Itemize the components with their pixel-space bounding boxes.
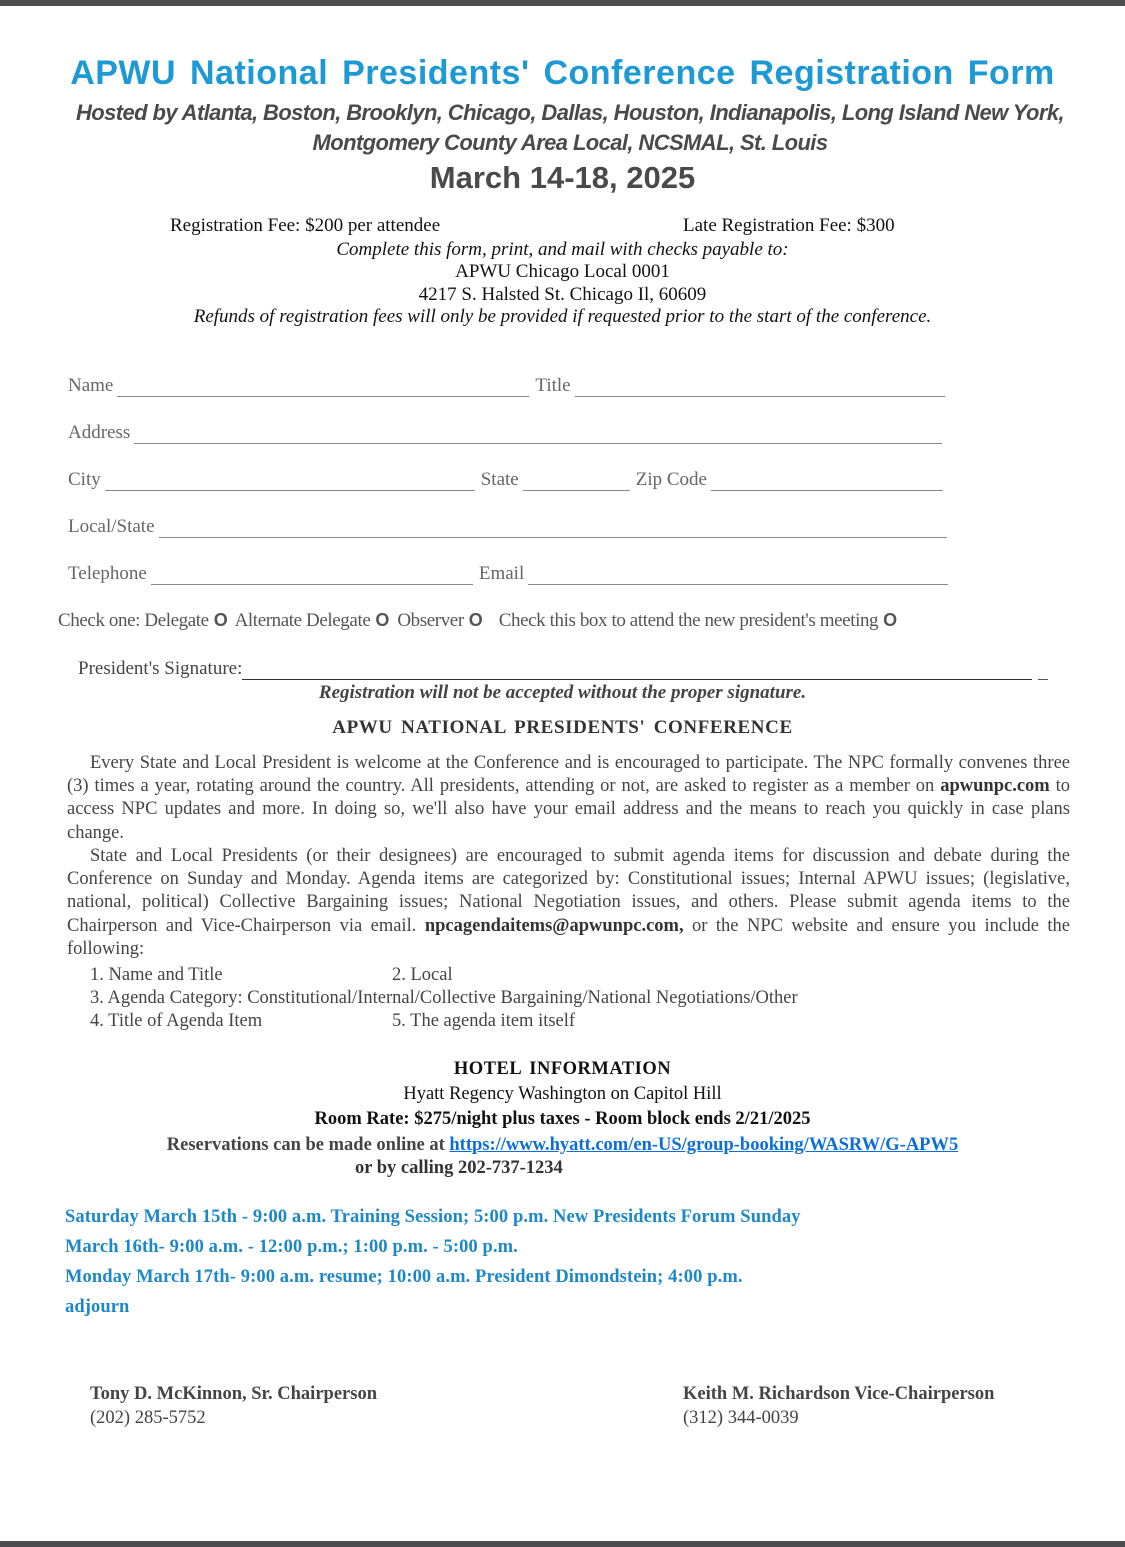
schedule-line: Monday March 17th- 9:00 a.m. resume; 10:00 a.m. President Dimondstein; 4:00 p.m. xyxy=(65,1267,743,1287)
para2-text-a: State and Local Presidents (or their designees) are encouraged to submit agenda items for discussion and debate during the Conference on Sunday and Monday. Agenda items are categorized by: Constitutional issues; Internal APWU issues; (legislative, national, political) Collective Bargaining issues; National Negotiation issues, and others. Please submit agenda items to the Chairperson and Vice-Chairperson via email. xyxy=(67,846,1070,936)
npc-paragraph-2 xyxy=(67,845,1070,961)
alternate-delegate-label: Alternate Delegate xyxy=(234,610,371,631)
name-field[interactable] xyxy=(117,380,529,397)
new-president-meeting-label: Check this box to attend the new president's meeting xyxy=(498,610,879,631)
telephone-email-row xyxy=(68,561,954,585)
signature-field[interactable] xyxy=(242,661,1032,680)
conference-dates: March 14-18, 2025 xyxy=(429,160,696,195)
city-label: City xyxy=(68,469,101,490)
email-label: Email xyxy=(478,563,525,584)
signature-note: Registration will not be accepted without the proper signature. xyxy=(318,682,807,703)
delegate-label: Delegate xyxy=(144,610,209,631)
state-field[interactable] xyxy=(523,474,630,491)
schedule-line: March 16th- 9:00 a.m. - 12:00 p.m.; 1:00 p.m. - 5:00 p.m. xyxy=(65,1237,518,1257)
title-label: Title xyxy=(535,375,571,396)
hotel-booking-link[interactable]: https://www.hyatt.com/en-US/group-booking/WASRW/G-APW5 xyxy=(449,1135,959,1155)
name-label: Name xyxy=(68,375,114,396)
address-field[interactable] xyxy=(134,427,942,444)
npc-paragraph-1 xyxy=(67,752,1070,845)
attendee-type-row xyxy=(58,610,901,632)
local-state-row xyxy=(68,514,953,538)
alternate-delegate-radio[interactable]: O xyxy=(375,610,389,630)
hotel-heading: HOTEL INFORMATION xyxy=(453,1059,672,1079)
signature-row xyxy=(78,658,1048,680)
hosted-by-subtitle: Hosted by Atlanta, Boston, Brooklyn, Chicago, Dallas, Houston, Indianapolis, Long Island New York, Montgomery County Area Local, NCSMAL, St. Louis xyxy=(76,100,1064,155)
telephone-label: Telephone xyxy=(68,563,147,584)
email-field[interactable] xyxy=(528,568,948,585)
agenda-list-item: 2. Local xyxy=(392,965,453,985)
city-field[interactable] xyxy=(105,474,475,491)
observer-radio[interactable]: O xyxy=(468,610,483,630)
signature-label: President's Signature: xyxy=(78,658,243,679)
npc-heading: APWU NATIONAL PRESIDENTS' CONFERENCE xyxy=(332,717,793,738)
name-title-row xyxy=(68,373,951,397)
payee-address: 4217 S. Halsted St. Chicago Il, 60609 xyxy=(418,284,707,305)
agenda-list-item: 4. Title of Agenda Item xyxy=(90,1011,263,1031)
reservations-line xyxy=(0,1132,1125,1158)
title-field[interactable] xyxy=(575,380,945,397)
schedule-line: Saturday March 15th - 9:00 a.m. Training Session; 5:00 p.m. New Presidents Forum Sunday xyxy=(65,1207,801,1227)
chairperson-phone: (202) 285-5752 xyxy=(90,1408,206,1428)
telephone-field[interactable] xyxy=(151,568,473,585)
address-label: Address xyxy=(68,422,131,443)
late-registration-fee: Late Registration Fee: $300 xyxy=(683,215,895,236)
para1-text-b: to access NPC updates and more. In doing so, we'll also have your email address and the means to reach you quickly in case plans change. xyxy=(67,776,1071,843)
room-rate: Room Rate: $275/night plus taxes - Room block ends 2/21/2025 xyxy=(314,1109,811,1129)
zip-label: Zip Code xyxy=(635,469,707,490)
zip-field[interactable] xyxy=(711,474,943,491)
agenda-list-item: 5. The agenda item itself xyxy=(392,1011,576,1031)
page-title: APWU National Presidents' Conference Registration Form xyxy=(70,54,1055,92)
mail-instructions: Complete this form, print, and mail with checks payable to: xyxy=(336,239,789,260)
local-state-field[interactable] xyxy=(159,521,947,538)
local-state-label: Local/State xyxy=(68,516,155,537)
bottom-border-bar xyxy=(0,1541,1125,1547)
agenda-list-item: 1. Name and Title xyxy=(90,965,223,985)
check-one-label: Check one: xyxy=(58,610,141,631)
schedule-line: adjourn xyxy=(65,1297,130,1317)
para2-text-b: or the NPC website and ensure you include the following: xyxy=(67,915,1071,959)
chairperson-name: Tony D. McKinnon, Sr. Chairperson xyxy=(90,1384,377,1404)
hotel-name: Hyatt Regency Washington on Capitol Hill xyxy=(403,1084,722,1104)
vice-chairperson-name: Keith M. Richardson Vice-Chairperson xyxy=(683,1384,995,1404)
reservations-prefix: Reservations can be made online at xyxy=(166,1135,450,1155)
state-label: State xyxy=(480,469,519,490)
agenda-list-item: 3. Agenda Category: Constitutional/Internal/Collective Bargaining/National Negotiations/Other xyxy=(90,988,798,1008)
npc-website-text: apwunpc.com xyxy=(940,776,1050,797)
payee-name: APWU Chicago Local 0001 xyxy=(455,261,670,282)
address-row xyxy=(68,420,948,444)
observer-label: Observer xyxy=(397,610,464,631)
hotel-phone: or by calling 202-737-1234 xyxy=(355,1158,563,1178)
new-president-meeting-checkbox[interactable]: O xyxy=(883,610,897,630)
registration-fee: Registration Fee: $200 per attendee xyxy=(170,215,441,236)
delegate-radio[interactable]: O xyxy=(213,610,228,630)
refund-note: Refunds of registration fees will only be provided if requested prior to the start of the conference. xyxy=(193,306,932,327)
signature-line-tail xyxy=(1038,661,1048,680)
vice-chairperson-phone: (312) 344-0039 xyxy=(683,1408,799,1428)
para1-text-a: Every State and Local President is welcome at the Conference and is encouraged to participate. The NPC formally convenes three (3) times a year, rotating around the country. All presidents, attending or not, are asked to register as a member on xyxy=(67,753,1070,797)
agenda-email-text: npcagendaitems@apwunpc.com, xyxy=(424,915,684,936)
city-state-zip-row xyxy=(68,467,949,491)
top-border-bar xyxy=(0,0,1125,6)
